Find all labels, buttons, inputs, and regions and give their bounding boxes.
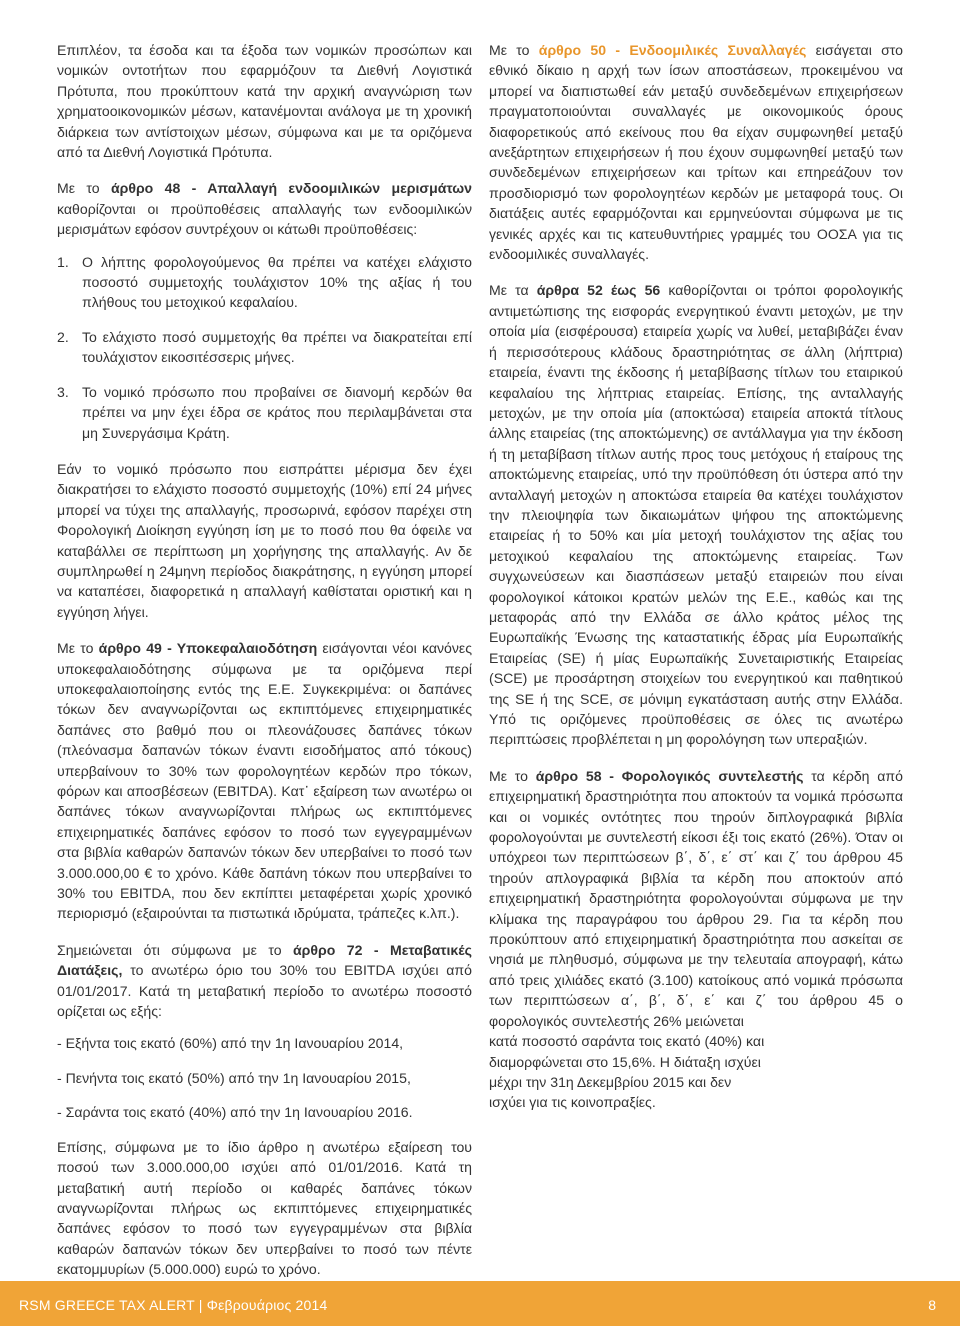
- list-number: 2.: [57, 328, 69, 345]
- article-58-prefix: Με το: [489, 767, 536, 784]
- list-item: [57, 382, 472, 443]
- paragraph-ifrs-income: Επιπλέον, τα έσοδα και τα έξοδα των νομικών προσώπων και νομικών οντοτήτων που εφαρμόζουν τα Διεθνή Λογιστικά Πρότυπα, που προκύπτουν κατά την αρχική αναγνώριση των χρηματοοικονομικών μέσων, κατανέμονται ανάλογα με τη χρονική διάρκεια των αντίστοιχων μέσων, σύμφωνα και με τα οριζόμενα από τα Διεθνή Λογιστικά Πρότυπα.: [57, 42, 472, 161]
- article-48-body: καθορίζονται οι προϋποθέσεις απαλλαγής των ενδοομιλικών μερισμάτων εφόσον συντρέχουν οι κάτωθι προϋποθέσεις:: [57, 200, 472, 238]
- article-48-title: άρθρο 48 - Απαλλαγή ενδοομιλικών μερισμάτων: [110, 180, 472, 197]
- article-48-prefix: Με το: [57, 180, 111, 197]
- list-text: Το ελάχιστο ποσό συμμετοχής θα πρέπει να διακρατείται επί τουλάχιστον εικοσιτέσσερις μήνες.: [82, 328, 472, 366]
- list-text: Ο λήπτης φορολογούμενος θα πρέπει να κατέχει ελάχιστο ποσοστό συμμετοχής τουλάχιστον 10% της αξίας ή του πλήθους του μετοχικού κεφαλαίου.: [82, 253, 472, 311]
- paragraph-article-72: [57, 940, 472, 1022]
- paragraph-exception: Επίσης, σύμφωνα με το ίδιο άρθρο η ανωτέρω εξαίρεση του ποσού των 3.000.000,00 ισχύει από 01/01/2016. Κατά τη μεταβατική αυτή περίοδο οι καθαρές δαπάνες τόκων αναγνωρίζονται πλήρως ως εκπιπτόμενες επιχειρηματικές δαπάνες εφόσον το ποσό των εγγεγραμμένων στα βιβλία καθαρών δαπανών τόκων δεν υπερβαίνει το ποσό των πέντε εκατομμυρίων (5.000.000) ευρώ το χρόνο.: [57, 1138, 472, 1278]
- paragraph-article-49: [57, 638, 472, 924]
- article-50-prefix: Με το: [489, 42, 539, 58]
- footer-brand: RSM GREECE TAX ALERT | Φεβρουάριος 2014: [19, 1297, 328, 1313]
- transition-item: - Εξήντα τοις εκατό (60%) από την 1η Ιανουαρίου 2014,: [57, 1035, 404, 1052]
- articles-52-56-title: άρθρα 52 έως 56: [536, 282, 661, 299]
- paragraph-guarantee: Εάν το νομικό πρόσωπο που εισπράττει μέρισμα δεν έχει διακρατήσει το ελάχιστο ποσοστό συμμετοχής (10%) επί 24 μήνες μπορεί να τύχει της απαλλαγής, προσωρινά, εφόσον παρέχει στη Φορολογική Διοίκηση εγγύηση ίση με το ποσό που θα όφειλε να καταβάλλει σε περίπτωση μη χορήγησης της απαλλαγής. Αν δε συμπληρωθεί η 24μηνη περίοδος διακράτησης, η εγγύηση μπορεί να καταπέσει, διαφορετικά η απαλλαγή καθίσταται οριστική και η εγγύηση λήγει.: [57, 460, 472, 620]
- article-72-title: άρθρο 72 - Μεταβατικές Διατάξεις,: [57, 941, 472, 979]
- list-item: [57, 327, 472, 368]
- article-58-title: άρθρο 58 - Φορολογικός συντελεστής: [535, 767, 804, 784]
- paragraph-article-58: [489, 766, 903, 1113]
- articles-52-56-body: καθορίζονται οι τρόποι φορολογικής αντιμετώπισης της εισφοράς ενεργητικού έναντι μετοχών, με την οποία μία (εισφέρουσα) εταιρεία χωρίς να λυθεί, μεταβιβάζει έναν ή περισσότερους κλάδους δραστηριότητας σε άλλη (λήπτρια) εταιρεία, έναντι της έκδοσης ή μεταβίβασης τίτλων του εταιρικού κεφαλαίου της λήπτριας εταιρείας. Επίσης, της ανταλλαγής μετοχών, με την οποία μία (αποκτώσα) εταιρεία αποκτά τίτλους άλλης εταιρείας (της αποκτώμενης) σε αντάλλαγμα για την έκδοση ή τη μεταβίβαση τίτλων αυτής προς τους μετόχους ή εταίρους της αποκτώμενης εταιρείας, υπό την προϋπόθεση ότι ύστερα από την ανταλλαγή μετοχών η αποκτώσα εταιρεία θα κατέχει τουλάχιστον την πλειοψηφία των δικαιωμάτων ψήφου της αποκτώμενης εταιρείας ή το 50% και μία μετοχή τουλάχιστον της αξίας του μετοχικού κεφαλαίου της αποκτώμενης εταιρείας. Των συγχωνεύσεων και διασπάσεων μεταξύ εταιρειών που είναι φορολογικοί κάτοικοι κρατών μελών της Ε.Ε., καθώς και της μεταφοράς από την Ελλάδα σε άλλο κράτος μέλος της Ευρωπαϊκής Ένωσης της καταστατικής έδρας μία Ευρωπαϊκής Εταιρείας (SE) ή μίας Ευρωπαϊκής Συνεταιριστικής Εταιρείας (SCE) με προσάρτηση στοιχείων του ενεργητικού και παθητικού της SE ή της SCE, σε μόνιμη εγκατάσταση αυτής στην Ελλάδα. Υπό τις οριζόμενες προϋποθέσεις σε όλες τις ανωτέρω περιπτώσεις προβλέπεται η μη φορολόγηση των υπεραξιών.: [489, 282, 904, 748]
- articles-52-56-prefix: Με τα: [489, 282, 537, 299]
- article-49-title: άρθρο 49 - Υποκεφαλαιοδότηση: [98, 640, 318, 657]
- article-58-body: τα κέρδη από επιχειρηματική δραστηριότητα που αποκτούν τα νομικά πρόσωπα και οι νομικές οντότητες που τηρούν διπλογραφικά βιβλία φορολογούνται με συντελεστή είκοσι έξι τοις εκατό (26%). Όταν οι υπόχρεοι των περιπτώσεων β΄, δ΄, ε΄ στ΄ και ζ΄ του άρθρου 45 τηρούν απλογραφικά βιβλία τα κέρδη που αποκτούν από επιχειρηματική δραστηριότητα φορολογούνται σύμφωνα με την κλίμακα της παραγράφου του άρθρου 29. Για τα κέρδη που προκύπτουν από επιχειρηματική δραστηριότητα που ασκείται σε νησιά με πληθυσμό, σύμφωνα με την τελευταία απογραφή, κάτω από τρεις χιλιάδες εκατό (3.100) κατοίκους από νομικά πρόσωπα των περιπτώσεων α΄, β΄, δ΄, ε΄ και ζ΄ του άρθρου 45 ο φορολογικός συντελεστής 26% μειώνεται: [489, 767, 903, 1029]
- list-text: Το νομικό πρόσωπο που προβαίνει σε διανομή κερδών θα πρέπει να μην έχει έδρα σε κράτος που περιλαμβάνεται στα μη Συνεργάσιμα Κράτη.: [82, 383, 472, 441]
- transition-item: - Σαράντα τοις εκατό (40%) από την 1η Ιανουαρίου 2016.: [57, 1104, 413, 1121]
- article-50-title: άρθρο 50 - Ενδοομιλικές Συναλλαγές: [538, 42, 807, 58]
- list-number: 3.: [57, 383, 69, 400]
- article-50-body: εισάγεται στο εθνικό δίκαιο η αρχή των ίσων αποστάσεων, προκειμένου να μπορεί να διαπιστωθεί εάν μεταξύ συνδεδεμένων επιχειρήσεων πραγματοποιούνται συναλλαγές με οικονομικούς όρους διαφορετικούς από εκείνους που θα είχαν συμφωνηθεί μεταξύ ανεξάρτητων επιχειρήσεων ή που έχουν συμφωνηθεί μεταξύ των συνδεδεμένων επιχειρήσεων και τρίτων και επηρεάζουν τον προσδιορισμό των φορολογητέων κερδών με μεταφορά τους. Οι διατάξεις αυτές εφαρμόζονται και ερμηνεύονται σύμφωνα με τις γενικές αρχές και τις κατευθυντήριες γραμμές του ΟΟΣΑ για τις ενδοομιλικές συναλλαγές.: [489, 42, 904, 263]
- page-number: 8: [928, 1297, 936, 1313]
- right-column: [489, 40, 903, 1129]
- paragraph-article-48: [57, 178, 472, 239]
- list-number: 1.: [57, 253, 69, 270]
- transition-item: - Πενήντα τοις εκατό (50%) από την 1η Ιανουαρίου 2015,: [57, 1069, 411, 1086]
- article-49-body: εισάγονται νέοι κανόνες υποκεφαλαιοδότησης σύμφωνα με τα οριζόμενα περί υποκεφαλαιοποίησης εντός της Ε.Ε. Συγκεκριμένα: οι δαπάνες τόκων δεν αναγνωρίζονται ως εκπιπτόμενες επιχειρηματικές δαπάνες στο βαθμό που οι πλεονάζουσες δαπάνες τόκων (πλεόνασμα δαπανών τόκων έναντι εισοδήματος από τόκους) υπερβαίνουν το 30% των φορολογητέων κερδών προ τόκων, φόρων και αποσβέσεων (EBITDA). Κατ᾽ εξαίρεση των ανωτέρω οι δαπάνες τόκων αναγνωρίζονται πλήρως ως εκπιπτόμενες επιχειρηματικές δαπάνες εφόσον το ποσό των εγγεγραμμένων στα βιβλία καθαρών δαπανών τόκων δεν υπερβαίνει το ποσό των 3.000.000,00 € το χρόνο. Κάθε δαπάνη τόκων που υπερβαίνει το 30% του EBITDA, που δεν εκπίπτει μεταφέρεται χωρίς χρονικό περιορισμό (εξαιρούνται τα πιστωτικά ιδρύματα, τράπεζες κ.λπ.).: [57, 640, 472, 922]
- footer-bar: [0, 1281, 960, 1326]
- list-item: [57, 252, 472, 313]
- article-49-prefix: Με το: [57, 640, 99, 657]
- conditions-list: [57, 252, 472, 443]
- article-72-body: το ανωτέρω όριο του 30% του EBITDA ισχύει από 01/01/2017. Κατά τη μεταβατική περίοδο το ανωτέρω ποσοστό ορίζεται ως εξής:: [57, 962, 472, 1020]
- article-72-prefix: Σημειώνεται ότι σύμφωνα με το: [57, 941, 293, 958]
- article-58-tail: κατά ποσοστό σαράντα τοις εκατό (40%) και διαμορφώνεται στο 15,6%. Η διάταξη ισχύει μέχρι την 31η Δεκεμβρίου 2015 και δεν ισχύει για τις κοινοπραξίες.: [489, 1033, 765, 1111]
- paragraph-articles-52-56: [489, 280, 903, 749]
- paragraph-article-50: [489, 40, 903, 264]
- left-column: [57, 40, 472, 1296]
